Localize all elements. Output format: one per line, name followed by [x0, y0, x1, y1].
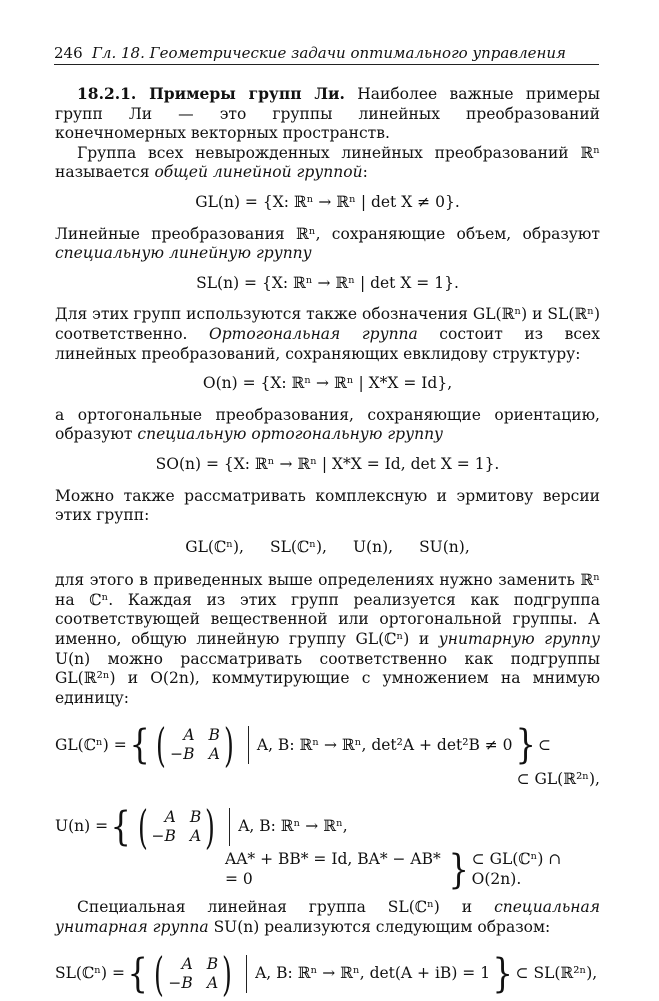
paragraph-sl — [55, 225, 600, 264]
term-special-unitary-group: специальная унитарная группа — [55, 898, 600, 936]
section-paragraph — [55, 84, 600, 144]
matrix-entry: A — [164, 808, 176, 827]
group-u: U(n), — [352, 537, 394, 556]
matrix-entry: B — [206, 955, 219, 974]
term-general-linear-group: общей линейной группой — [154, 163, 363, 182]
text: для этого в приведенных выше определениях нужно заменить ℝⁿ на ℂⁿ. Каждая из этих групп реализуется как подгруппа соответствующей вещественной или ортогональной группы. А именно, общую линейную группу GL(ℂⁿ) и — [55, 571, 600, 649]
equation-condition: A, B: ℝⁿ → ℝⁿ, det(A + iB) = 1 — [255, 964, 491, 983]
equation-gl: GL(n) = {X: ℝⁿ → ℝⁿ | det X ≠ 0}. — [195, 192, 460, 211]
equation-so: SO(n) = {X: ℝⁿ → ℝⁿ | X*X = Id, det X = 1}. — [155, 454, 500, 473]
equation-lhs: GL(ℂⁿ) = — [55, 735, 127, 754]
brace-close: } — [492, 951, 513, 998]
equation-condition: A, B: ℝⁿ → ℝⁿ, — [238, 817, 348, 836]
paragraph-orthogonal — [55, 305, 600, 364]
text: Линейные преобразования ℝⁿ, сохраняющие объем, образуют — [55, 224, 600, 243]
page-body — [55, 84, 600, 1001]
matrix-entry: B — [208, 726, 220, 745]
matrix-entry: A — [183, 726, 195, 745]
brace-open: { — [110, 804, 131, 851]
text: : — [362, 163, 368, 182]
text: SU(n) реализуются следующим образом: — [208, 917, 551, 936]
equation-lhs: SL(ℂⁿ) = — [55, 964, 125, 983]
paren-close: ) — [205, 800, 216, 855]
equation-u-line2 — [225, 847, 600, 894]
equation-lhs: U(n) = — [55, 817, 109, 836]
equation-u — [55, 800, 600, 855]
section-heading: 18.2.1. Примеры групп Ли. — [77, 84, 345, 103]
paragraph-so — [55, 406, 600, 445]
chapter-title: Гл. 18. Геометрические задачи оптимального управления — [92, 44, 566, 62]
matrix-entry: −B — [168, 974, 193, 993]
matrix-entry: A — [181, 955, 193, 974]
text: состоит из всех линейных преобразований, сохраняющих евклидову структуру: — [55, 324, 600, 363]
set-bar — [246, 955, 247, 993]
brace-open: { — [127, 951, 148, 998]
group-slc: SL(ℂⁿ), — [270, 537, 327, 556]
text: Специальная линейная группа SL(ℂⁿ) и — [77, 898, 495, 917]
equation-slc — [55, 947, 600, 1001]
group-su: SU(n), — [419, 537, 470, 556]
equation-glc — [55, 718, 600, 773]
term-special-linear-group: специальную линейную группу — [55, 244, 312, 263]
paragraph-gl — [55, 144, 600, 183]
block-matrix — [151, 808, 201, 846]
paren-close: ) — [223, 718, 234, 773]
set-bar — [248, 726, 249, 764]
text: Группа всех невырожденных линейных преобразований ℝⁿ называется — [55, 143, 600, 182]
equation-condition: A, B: ℝⁿ → ℝⁿ, det²A + det²B ≠ 0 — [256, 735, 513, 754]
paragraph-complex: Можно также рассматривать комплексную и эрмитову версии этих групп: — [55, 486, 600, 525]
group-glc: GL(ℂⁿ), — [185, 537, 244, 556]
paren-open: ( — [156, 718, 167, 773]
matrix-entry: A — [190, 827, 202, 846]
term-orthogonal-group: Ортогональная группа — [209, 324, 418, 343]
matrix-entry: −B — [170, 745, 195, 764]
text: U(n) можно рассматривать соответственно как подгруппы GL(ℝ²ⁿ) и O(2n), коммутирующие с умножением на мнимую единицу: — [55, 649, 600, 707]
paren-open: ( — [137, 800, 148, 855]
brace-close: } — [448, 847, 470, 894]
set-bar — [229, 808, 230, 846]
equation-glc-continuation: ⊂ GL(ℝ²ⁿ), — [516, 770, 600, 789]
matrix-entry: A — [208, 745, 220, 764]
paren-close: ) — [222, 947, 233, 1001]
section-intro: Наиболее важные примеры групп Ли — это группы линейных преобразований конечномерных векторных пространств. — [55, 85, 600, 143]
block-matrix — [168, 955, 218, 993]
paren-open: ( — [154, 947, 165, 1001]
brace-open: { — [129, 722, 150, 769]
matrix-entry: A — [206, 974, 219, 993]
equation-sl: SL(n) = {X: ℝⁿ → ℝⁿ | det X = 1}. — [196, 273, 459, 292]
text: а ортогональные преобразования, сохраняющие ориентацию, образуют — [55, 405, 600, 444]
text: Для этих групп используются также обозначения GL(ℝⁿ) и SL(ℝⁿ) соответственно. — [55, 305, 600, 343]
block-matrix — [170, 726, 220, 764]
equation-o: O(n) = {X: ℝⁿ → ℝⁿ | X*X = Id}, — [202, 374, 453, 393]
paragraph-su — [55, 898, 600, 937]
equation-condition: AA* + BB* = Id, BA* − AB* = 0 — [225, 850, 441, 889]
equation-tail: ⊂ — [538, 735, 551, 754]
equation-tail: ⊂ SL(ℝ²ⁿ), — [515, 964, 598, 983]
page-number: 246 — [54, 44, 83, 62]
equation-group-list — [55, 538, 600, 558]
term-special-orthogonal-group: специальную ортогональную группу — [137, 425, 444, 444]
matrix-entry: B — [189, 808, 202, 827]
brace-close: } — [515, 722, 536, 769]
running-header — [54, 42, 599, 65]
equation-tail: ⊂ GL(ℂⁿ) ∩ O(2n). — [471, 850, 562, 889]
paragraph-realization — [55, 571, 600, 708]
matrix-entry: −B — [151, 827, 176, 846]
term-unitary-group: унитарную группу — [438, 630, 600, 649]
